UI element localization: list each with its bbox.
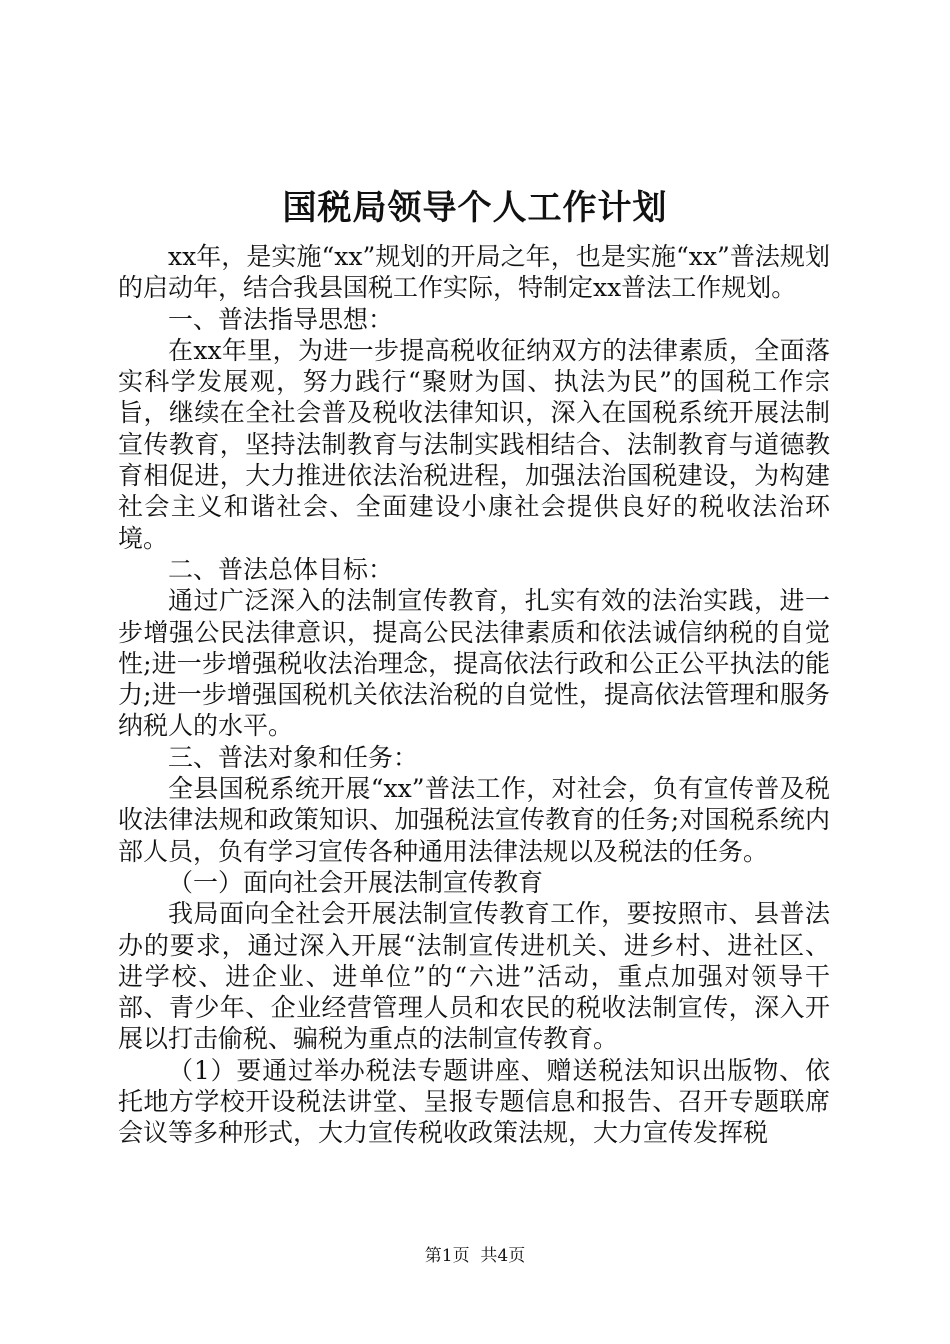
paragraph-targets-tasks: 全县国税系统开展“xx”普法工作，对社会，负有宣传普及税收法律法规和政策知识、加强税法宣传教育的任务;对国税系统内部人员，负有学习宣传各种通用法律法规以及税法的任务。 (118, 774, 830, 866)
paragraph-overall-goal: 通过广泛深入的法制宣传教育，扎实有效的法治实践，进一步增强公民法律意识，提高公民法律素质和依法诚信纳税的自觉性;进一步增强税收法治理念，提高依法行政和公正公平执法的能力;进一步增强国税机关依法治税的自觉性，提高依法管理和服务纳税人的水平。 (118, 586, 830, 741)
paragraph-intro: xx年，是实施“xx”规划的开局之年，也是实施“xx”普法规划的启动年，结合我县国税工作实际，特制定xx普法工作规划。 (118, 242, 830, 303)
subsection-heading-1: （一）面向社会开展法制宣传教育 (168, 867, 544, 897)
section-heading-3: 三、普法对象和任务： (168, 742, 419, 772)
document-body (118, 241, 830, 1149)
document-title: 国税局领导个人工作计划 (282, 188, 668, 228)
section-heading-1: 一、普法指导思想： (168, 304, 394, 334)
page-number-footer: 第1页 共4页 (424, 1246, 526, 1266)
paragraph-item-1: （1）要通过举办税法专题讲座、赠送税法知识出版物、依托地方学校开设税法讲堂、呈报专题信息和报告、召开专题联席会议等多种形式，大力宣传税收政策法规，大力宣传发挥税 (118, 1055, 830, 1148)
paragraph-public-education: 我局面向全社会开展法制宣传教育工作，要按照市、县普法办的要求，通过深入开展“法制宣传进机关、进乡村、进社区、进学校、进企业、进单位”的“六进”活动，重点加强对领导干部、青少年、企业经营管理人员和农民的税收法制宣传，深入开展以打击偷税、骗税为重点的法制宣传教育。 (118, 899, 830, 1054)
paragraph-guiding-thought: 在xx年里，为进一步提高税收征纳双方的法律素质，全面落实科学发展观，努力践行“聚财为国、执法为民”的国税工作宗旨，继续在全社会普及税收法律知识，深入在国税系统开展法制宣传教育，坚持法制教育与法制实践相结合、法制教育与道德教育相促进，大力推进依法治税进程，加强法治国税建设，为构建社会主义和谐社会、全面建设小康社会提供良好的税收法治环境。 (118, 335, 830, 553)
section-heading-2: 二、普法总体目标： (168, 554, 394, 584)
